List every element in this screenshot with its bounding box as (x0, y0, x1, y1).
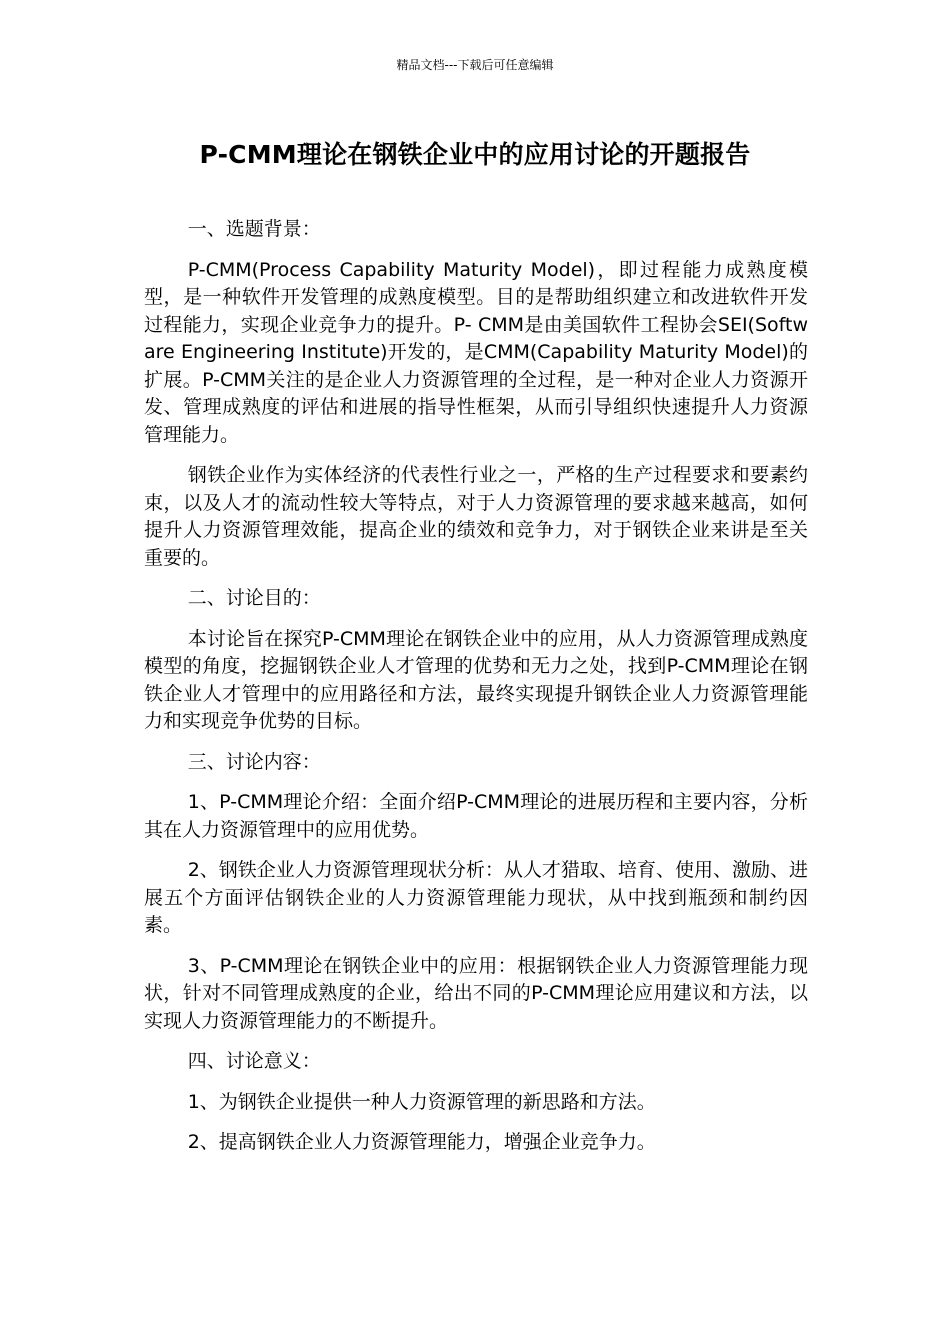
document-title: P-CMM理论在钢铁企业中的应用讨论的开题报告 (199, 140, 751, 169)
paragraph-significance-1: 1、为钢铁企业提供一种人力资源管理的新思路和方法。 (187, 1090, 656, 1113)
section-heading-content: 三、讨论内容： (187, 750, 321, 773)
paragraph-content-2: 2、钢铁企业人力资源管理现状分析：从人才猎取、培育、使用、激励、进展五个方面评估钢铁企业的人力资源管理能力现状，从中找到瓶颈和制约因素。 (144, 859, 808, 936)
paragraph-content-3: 3、P-CMM理论在钢铁企业中的应用：根据钢铁企业人力资源管理能力现状，针对不同管理成熟度的企业，给出不同的P-CMM理论应用建议和方法，以实现人力资源管理能力的不断提升。 (144, 954, 808, 1032)
paragraph-significance-2: 2、提高钢铁企业人力资源管理能力，增强企业竞争力。 (187, 1131, 656, 1153)
section-heading-purpose: 二、讨论目的： (187, 587, 321, 609)
section-heading-significance: 四、讨论意义： (187, 1050, 321, 1072)
paragraph-purpose: 本讨论旨在探究P-CMM理论在钢铁企业中的应用，从人力资源管理成熟度模型的角度，挖掘钢铁企业人才管理的优势和无力之处，找到P-CMM理论在钢铁企业人才管理中的应用路径和方法，最终实现提升钢铁企业人力资源管理能力和实现竞争优势的目标。 (144, 627, 808, 732)
section-heading-background: 一、选题背景： (187, 218, 321, 240)
paragraph-steel-industry: 钢铁企业作为实体经济的代表性行业之一，严格的生产过程要求和要素约束，以及人才的流动性较大等特点，对于人力资源管理的要求越来越高，如何提升人力资源管理效能，提高企业的绩效和竞争力，对于钢铁企业来讲是至关重要的。 (144, 464, 808, 569)
page-header: 精品文档---下载后可任意编辑 (396, 58, 554, 72)
document-body (144, 216, 808, 1170)
paragraph-pcmm-intro: P-CMM(Process Capability Maturity Model)，即过程能力成熟度模型，是一种软件开发管理的成熟度模型。目的是帮助组织建立和改进软件开发过程能力，实现企业竞争力的提升。P- CMM是由美国软件工程协会SEI(Software Engineering Institute)开发的，是CMM(Capability Maturity Model)的扩展。P-CMM关注的是企业人力资源管理的全过程，是一种对企业人力资源开发、管理成熟度的评估和进展的指导性框架，从而引导组织快速提升人力资源管理能力。 (144, 258, 808, 446)
paragraph-content-1: 1、P-CMM理论介绍：全面介绍P-CMM理论的进展历程和主要内容，分析其在人力资源管理中的应用优势。 (144, 791, 808, 841)
